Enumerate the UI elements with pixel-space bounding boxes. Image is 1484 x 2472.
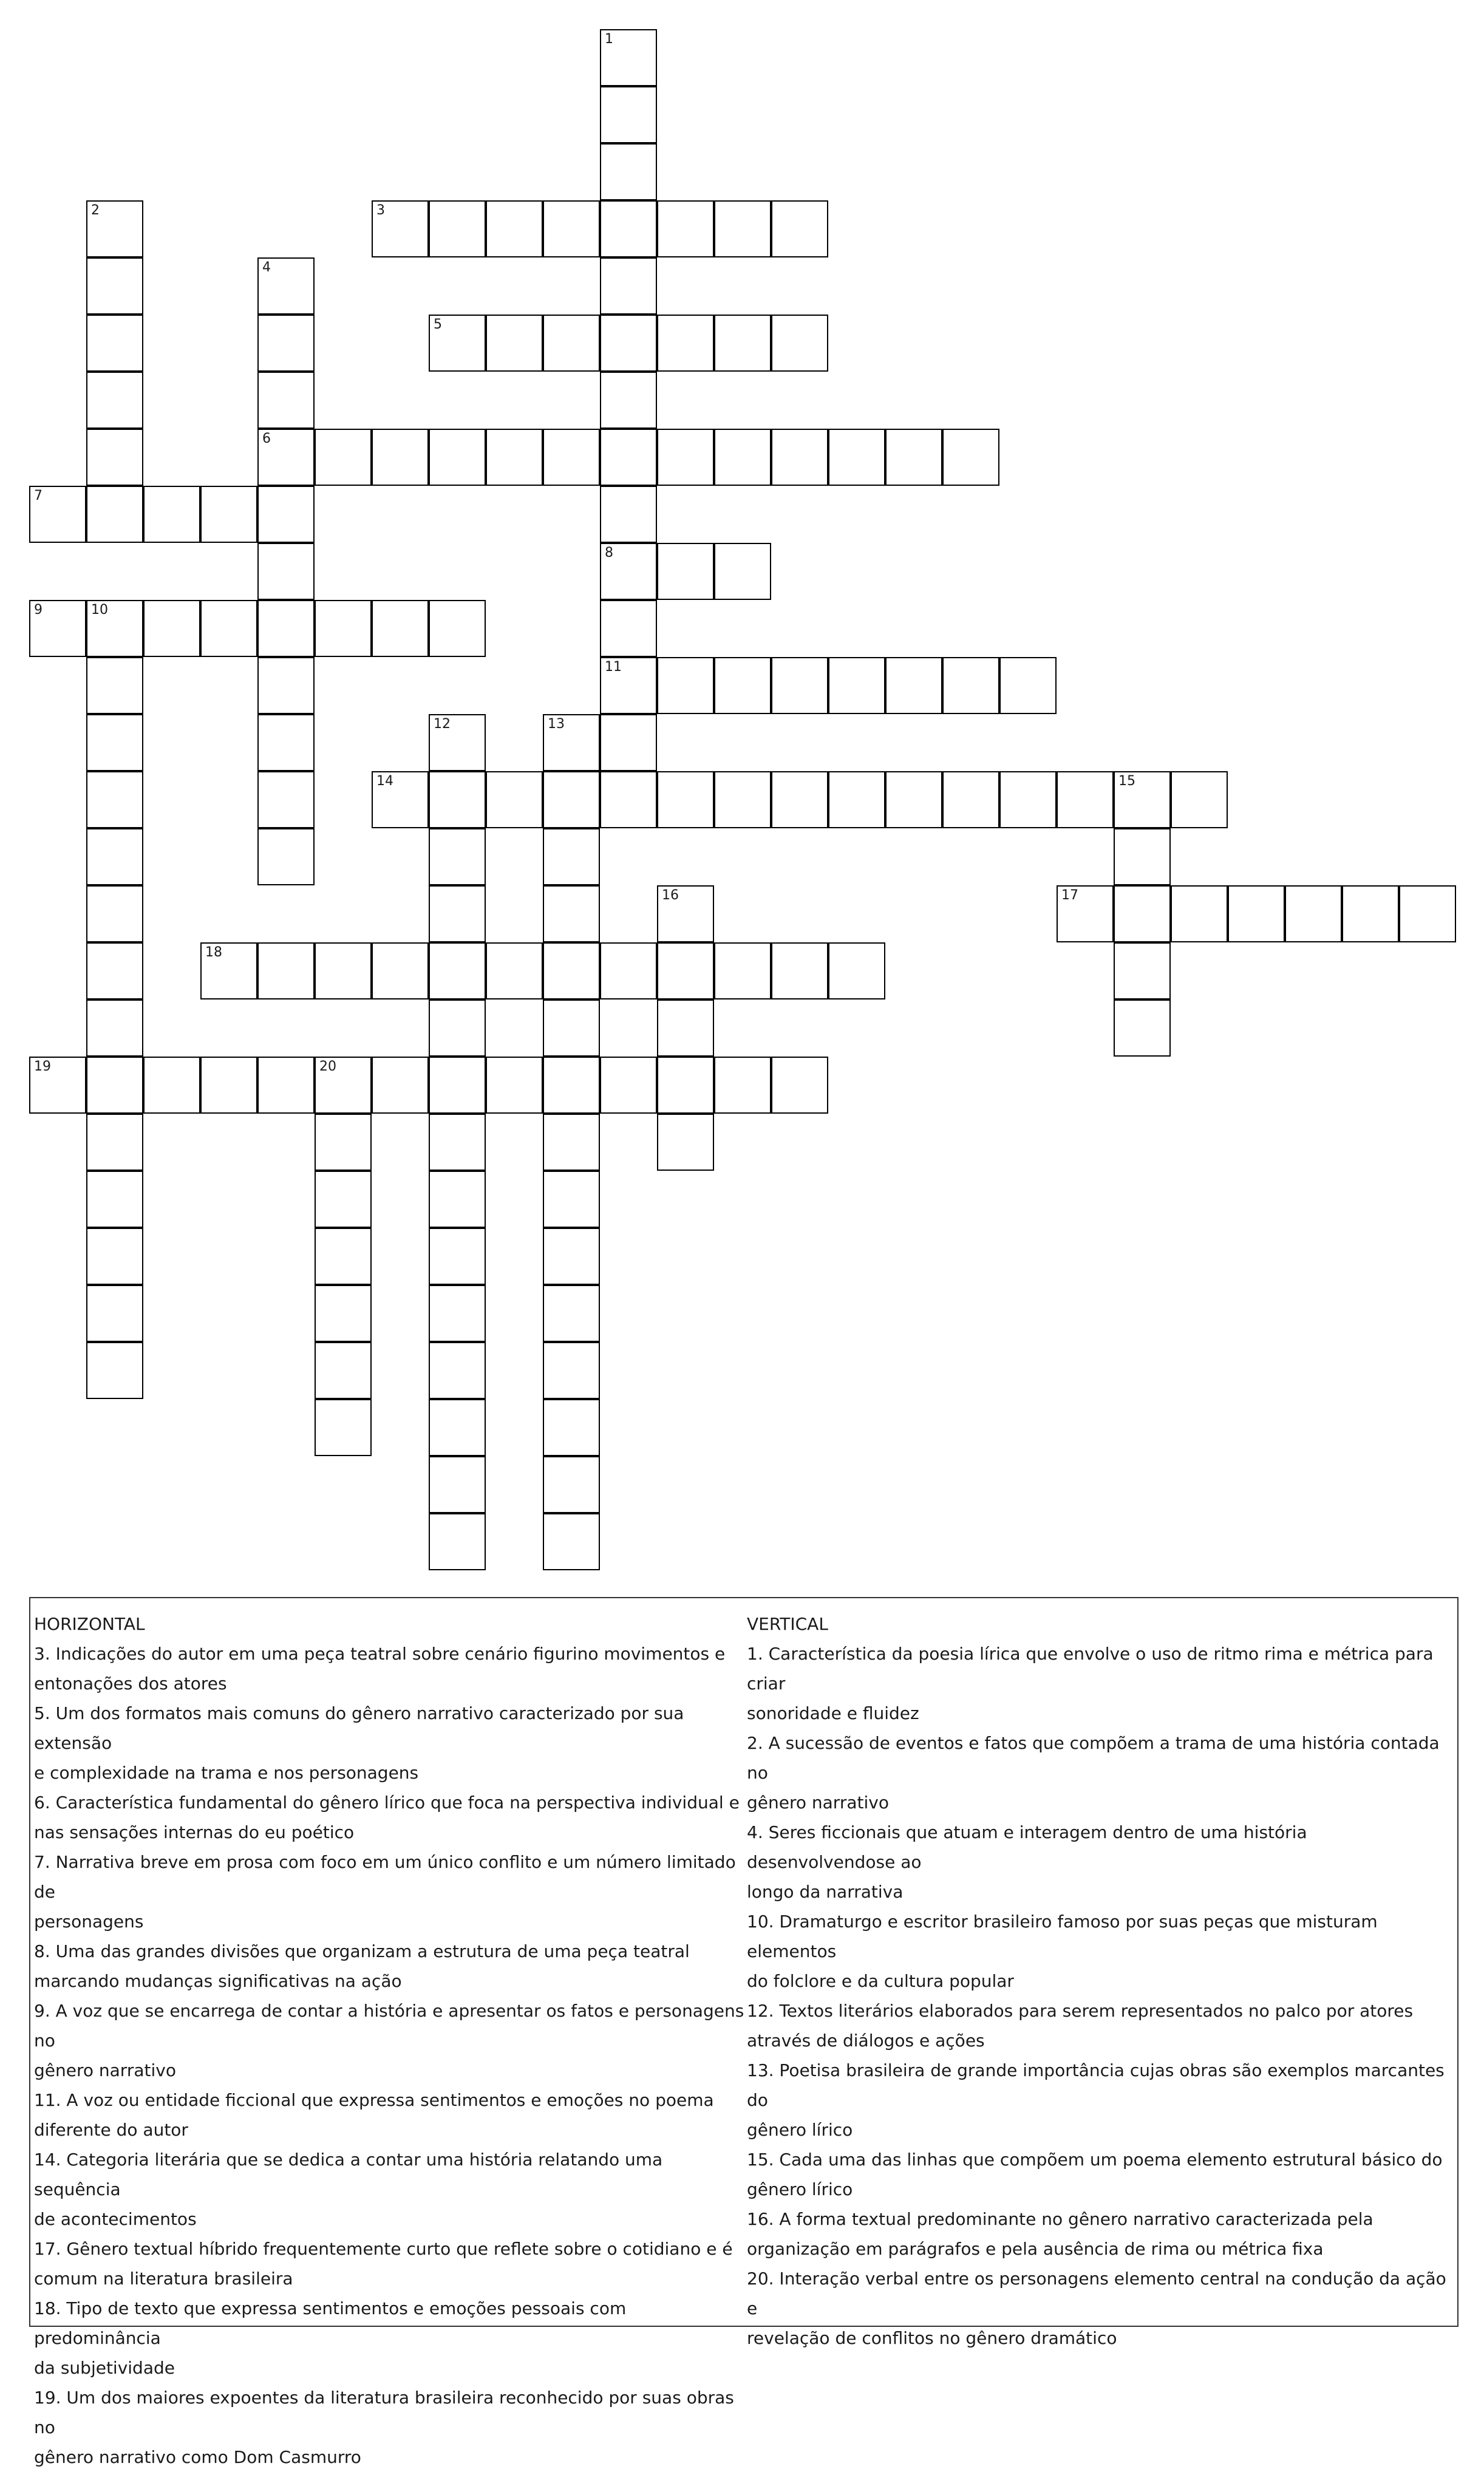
- grid-cell[interactable]: [543, 1456, 600, 1513]
- clue-number: 6: [262, 431, 271, 446]
- grid-cell[interactable]: [257, 942, 315, 999]
- grid-cell[interactable]: [543, 200, 600, 257]
- grid-cell[interactable]: [543, 885, 600, 942]
- grid-cell[interactable]: [257, 257, 315, 315]
- grid-cell[interactable]: [1114, 942, 1171, 999]
- clue-line: organização em parágrafos e pela ausência de rima ou métrica fixa: [747, 2239, 1324, 2259]
- grid-cell[interactable]: [600, 486, 657, 543]
- grid-cell[interactable]: [543, 315, 600, 372]
- grid-cell[interactable]: [543, 1057, 600, 1114]
- grid-cell[interactable]: [600, 29, 657, 86]
- grid-cell[interactable]: [600, 771, 657, 828]
- grid-cell[interactable]: [257, 828, 315, 885]
- clue-line: 2. A sucessão de eventos e fatos que compõem a trama de uma história contada no: [747, 1733, 1440, 1783]
- grid-cell[interactable]: [86, 714, 143, 771]
- grid-cell[interactable]: [771, 771, 828, 828]
- grid-cell[interactable]: [942, 429, 999, 486]
- grid-cell[interactable]: [86, 828, 143, 885]
- grid-cell[interactable]: [429, 1228, 486, 1285]
- grid-cell[interactable]: [86, 1057, 143, 1114]
- grid-cell[interactable]: [29, 600, 86, 657]
- grid-cell[interactable]: [200, 486, 257, 543]
- grid-cell[interactable]: [714, 543, 771, 600]
- grid-cell[interactable]: [600, 372, 657, 429]
- grid-cell[interactable]: [315, 1228, 372, 1285]
- horizontal-heading: HORIZONTAL: [34, 1614, 145, 1634]
- clue-line: entonações dos atores: [34, 1674, 227, 1694]
- grid-cell[interactable]: [486, 200, 543, 257]
- grid-cell[interactable]: [714, 315, 771, 372]
- grid-cell[interactable]: [86, 657, 143, 714]
- clue-line: marcando mudanças significativas na ação: [34, 1971, 402, 1991]
- grid-cell[interactable]: [315, 1399, 372, 1456]
- grid-cell[interactable]: [429, 885, 486, 942]
- grid-cell[interactable]: [315, 942, 372, 999]
- grid-cell[interactable]: [543, 942, 600, 999]
- grid-cell[interactable]: [600, 1057, 657, 1114]
- clue-number: 12: [434, 717, 451, 732]
- grid-cell[interactable]: [600, 543, 657, 600]
- grid-cell[interactable]: [200, 1057, 257, 1114]
- clue-line: 20. Interação verbal entre os personagens elemento central na condução da ação e: [747, 2269, 1446, 2318]
- clue-line: gênero narrativo como Dom Casmurro: [34, 2447, 361, 2467]
- grid-cell[interactable]: [1114, 999, 1171, 1057]
- grid-cell[interactable]: [771, 429, 828, 486]
- grid-cell[interactable]: [257, 714, 315, 771]
- grid-cell[interactable]: [828, 771, 885, 828]
- grid-cell[interactable]: [600, 86, 657, 143]
- clue-line: 5. Um dos formatos mais comuns do gênero narrativo caracterizado por sua extensão: [34, 1703, 684, 1753]
- grid-cell[interactable]: [315, 1171, 372, 1228]
- grid-cell[interactable]: [86, 1285, 143, 1342]
- grid-cell[interactable]: [143, 1057, 200, 1114]
- grid-cell[interactable]: [257, 600, 315, 657]
- grid-cell[interactable]: [714, 657, 771, 714]
- clue-line: 7. Narrativa breve em prosa com foco em um único conflito e um número limitado de: [34, 1852, 736, 1902]
- grid-cell[interactable]: [999, 771, 1057, 828]
- grid-cell[interactable]: [600, 942, 657, 999]
- grid-cell[interactable]: [257, 771, 315, 828]
- grid-cell[interactable]: [429, 714, 486, 771]
- clue-line: diferente do autor: [34, 2120, 188, 2140]
- grid-cell[interactable]: [657, 1057, 714, 1114]
- grid-cell[interactable]: [143, 486, 200, 543]
- clue-number: 13: [548, 717, 565, 732]
- grid-cell[interactable]: [200, 600, 257, 657]
- grid-cell[interactable]: [543, 429, 600, 486]
- clue-line: 8. Uma das grandes divisões que organizam a estrutura de uma peça teatral: [34, 1941, 690, 1961]
- grid-cell[interactable]: [257, 315, 315, 372]
- grid-cell[interactable]: [1057, 885, 1114, 942]
- grid-cell[interactable]: [86, 1114, 143, 1171]
- grid-cell[interactable]: [600, 315, 657, 372]
- clue-line: 3. Indicações do autor em uma peça teatral sobre cenário figurino movimentos e: [34, 1644, 726, 1664]
- grid-cell[interactable]: [257, 543, 315, 600]
- grid-cell[interactable]: [657, 999, 714, 1057]
- clue-line: de acontecimentos: [34, 2209, 197, 2229]
- grid-cell[interactable]: [86, 1342, 143, 1399]
- grid-cell[interactable]: [942, 771, 999, 828]
- grid-cell[interactable]: [600, 714, 657, 771]
- grid-cell[interactable]: [86, 429, 143, 486]
- clue-line: 17. Gênero textual híbrido frequentemente curto que reflete sobre o cotidiano e é: [34, 2239, 733, 2259]
- grid-cell[interactable]: [429, 1285, 486, 1342]
- clue-line: nas sensações internas do eu poético: [34, 1822, 355, 1842]
- clue-line: 4. Seres ficcionais que atuam e interagem dentro de uma história desenvolvendose ao: [747, 1822, 1307, 1872]
- grid-cell[interactable]: [600, 257, 657, 315]
- grid-cell[interactable]: [1114, 828, 1171, 885]
- grid-cell[interactable]: [486, 1057, 543, 1114]
- grid-cell[interactable]: [714, 942, 771, 999]
- clue-number: 18: [205, 945, 222, 960]
- grid-cell[interactable]: [657, 771, 714, 828]
- grid-cell[interactable]: [86, 942, 143, 999]
- grid-cell[interactable]: [29, 486, 86, 543]
- clue-line: 14. Categoria literária que se dedica a contar uma história relatando uma sequência: [34, 2150, 663, 2199]
- clue-line: 6. Característica fundamental do gênero lírico que foca na perspectiva individual e: [34, 1793, 740, 1813]
- clue-line: através de diálogos e ações: [747, 2031, 985, 2051]
- clue-number: 19: [34, 1059, 51, 1074]
- clue-line: 11. A voz ou entidade ficcional que expressa sentimentos e emoções no poema: [34, 2090, 714, 2110]
- grid-cell[interactable]: [257, 486, 315, 543]
- grid-cell[interactable]: [486, 771, 543, 828]
- horizontal-clues: [34, 1609, 751, 2472]
- clue-line: gênero narrativo: [34, 2060, 176, 2080]
- grid-cell[interactable]: [771, 942, 828, 999]
- grid-cell[interactable]: [86, 200, 143, 257]
- grid-cell[interactable]: [429, 315, 486, 372]
- clue-number: 9: [34, 602, 43, 618]
- grid-cell[interactable]: [543, 1285, 600, 1342]
- grid-cell[interactable]: [372, 429, 429, 486]
- grid-cell[interactable]: [429, 1456, 486, 1513]
- clue-line: 16. A forma textual predominante no gênero narrativo caracterizada pela: [747, 2209, 1373, 2229]
- grid-cell[interactable]: [86, 1228, 143, 1285]
- grid-cell[interactable]: [486, 942, 543, 999]
- clue-number: 8: [605, 545, 613, 560]
- grid-cell[interactable]: [429, 999, 486, 1057]
- grid-cell[interactable]: [942, 657, 999, 714]
- grid-cell[interactable]: [86, 999, 143, 1057]
- grid-cell[interactable]: [257, 429, 315, 486]
- grid-cell[interactable]: [828, 657, 885, 714]
- grid-cell[interactable]: [714, 771, 771, 828]
- clue-line: da subjetividade: [34, 2358, 175, 2378]
- grid-cell[interactable]: [543, 714, 600, 771]
- grid-cell[interactable]: [885, 429, 942, 486]
- grid-cell[interactable]: [657, 543, 714, 600]
- grid-cell[interactable]: [315, 1114, 372, 1171]
- grid-cell[interactable]: [1285, 885, 1342, 942]
- grid-cell[interactable]: [86, 885, 143, 942]
- clue-number: 5: [434, 317, 442, 332]
- grid-cell[interactable]: [828, 429, 885, 486]
- clue-number: 16: [662, 888, 679, 903]
- grid-cell[interactable]: [257, 1057, 315, 1114]
- grid-cell[interactable]: [543, 999, 600, 1057]
- vertical-clues: [747, 1609, 1451, 2353]
- grid-cell[interactable]: [714, 429, 771, 486]
- grid-cell[interactable]: [543, 1228, 600, 1285]
- grid-cell[interactable]: [543, 1399, 600, 1456]
- clue-line: 10. Dramaturgo e escritor brasileiro famoso por suas peças que misturam elementos: [747, 1912, 1378, 1961]
- grid-cell[interactable]: [543, 1342, 600, 1399]
- clue-line: do folclore e da cultura popular: [747, 1971, 1014, 1991]
- clue-number: 10: [91, 602, 108, 618]
- clues-box: [29, 1597, 1458, 2467]
- clue-line: 12. Textos literários elaborados para serem representados no palco por atores: [747, 2001, 1414, 2021]
- grid-cell[interactable]: [315, 429, 372, 486]
- grid-cell[interactable]: [143, 600, 200, 657]
- grid-cell[interactable]: [429, 771, 486, 828]
- grid-cell[interactable]: [543, 771, 600, 828]
- grid-cell[interactable]: [1057, 771, 1114, 828]
- grid-cell[interactable]: [486, 315, 543, 372]
- grid-cell[interactable]: [1342, 885, 1399, 942]
- clue-line: 19. Um dos maiores expoentes da literatura brasileira reconhecido por suas obras no: [34, 2388, 734, 2437]
- grid-cell[interactable]: [543, 1513, 600, 1570]
- clue-line: 15. Cada uma das linhas que compõem um poema elemento estrutural básico do: [747, 2150, 1443, 2170]
- grid-cell[interactable]: [771, 1057, 828, 1114]
- grid-cell[interactable]: [828, 942, 885, 999]
- grid-cell[interactable]: [1114, 771, 1171, 828]
- clue-line: gênero lírico: [747, 2120, 853, 2140]
- grid-cell[interactable]: [429, 1342, 486, 1399]
- clue-line: longo da narrativa: [747, 1882, 904, 1902]
- clue-number: 15: [1118, 774, 1135, 789]
- grid-cell[interactable]: [600, 429, 657, 486]
- grid-cell[interactable]: [657, 1114, 714, 1171]
- grid-cell[interactable]: [1399, 885, 1456, 942]
- grid-cell[interactable]: [657, 315, 714, 372]
- clue-number: 14: [376, 774, 393, 789]
- grid-cell[interactable]: [257, 657, 315, 714]
- clue-line: gênero lírico: [747, 2179, 853, 2199]
- clue-number: 1: [605, 32, 613, 47]
- grid-cell[interactable]: [86, 1171, 143, 1228]
- grid-cell[interactable]: [429, 828, 486, 885]
- grid-cell[interactable]: [1114, 885, 1171, 942]
- grid-cell[interactable]: [315, 1057, 372, 1114]
- clue-line: personagens: [34, 1912, 144, 1932]
- clue-line: sonoridade e fluidez: [747, 1703, 919, 1723]
- grid-cell[interactable]: [315, 600, 372, 657]
- grid-cell[interactable]: [372, 771, 429, 828]
- grid-cell[interactable]: [429, 1399, 486, 1456]
- clue-number: 7: [34, 488, 43, 503]
- clue-number: 17: [1061, 888, 1078, 903]
- grid-cell[interactable]: [771, 200, 828, 257]
- grid-cell[interactable]: [429, 429, 486, 486]
- grid-cell[interactable]: [86, 257, 143, 315]
- clue-line: 9. A voz que se encarrega de contar a história e apresentar os fatos e personagens no: [34, 2001, 744, 2051]
- clue-number: 2: [91, 203, 100, 218]
- clue-number: 3: [376, 203, 385, 218]
- grid-cell[interactable]: [543, 1114, 600, 1171]
- grid-cell[interactable]: [657, 885, 714, 942]
- grid-cell[interactable]: [771, 315, 828, 372]
- grid-cell[interactable]: [257, 372, 315, 429]
- grid-cell[interactable]: [1171, 771, 1228, 828]
- grid-cell[interactable]: [429, 1114, 486, 1171]
- grid-cell[interactable]: [315, 1342, 372, 1399]
- clue-line: 18. Tipo de texto que expressa sentimentos e emoções pessoais com predominância: [34, 2298, 627, 2348]
- clue-number: 20: [319, 1059, 336, 1074]
- grid-cell[interactable]: [86, 600, 143, 657]
- clue-number: 11: [605, 659, 622, 675]
- grid-cell[interactable]: [600, 143, 657, 200]
- clue-line: comum na literatura brasileira: [34, 2269, 293, 2289]
- grid-cell[interactable]: [600, 200, 657, 257]
- grid-cell[interactable]: [86, 771, 143, 828]
- grid-cell[interactable]: [372, 1057, 429, 1114]
- grid-cell[interactable]: [999, 657, 1057, 714]
- vertical-heading: VERTICAL: [747, 1614, 828, 1634]
- grid-cell[interactable]: [885, 771, 942, 828]
- grid-cell[interactable]: [543, 828, 600, 885]
- grid-cell[interactable]: [657, 657, 714, 714]
- grid-cell[interactable]: [429, 1057, 486, 1114]
- grid-cell[interactable]: [486, 429, 543, 486]
- grid-cell[interactable]: [714, 1057, 771, 1114]
- clue-line: revelação de conflitos no gênero dramático: [747, 2328, 1117, 2348]
- grid-cell[interactable]: [657, 200, 714, 257]
- grid-cell[interactable]: [429, 1513, 486, 1570]
- grid-cell[interactable]: [315, 1285, 372, 1342]
- clue-line: 1. Característica da poesia lírica que envolve o uso de ritmo rima e métrica para criar: [747, 1644, 1434, 1694]
- grid-cell[interactable]: [429, 942, 486, 999]
- clue-number: 4: [262, 260, 271, 275]
- grid-cell[interactable]: [86, 486, 143, 543]
- grid-cell[interactable]: [600, 600, 657, 657]
- grid-cell[interactable]: [429, 600, 486, 657]
- clue-line: 13. Poetisa brasileira de grande importância cujas obras são exemplos marcantes do: [747, 2060, 1445, 2110]
- grid-cell[interactable]: [714, 200, 771, 257]
- grid-cell[interactable]: [1171, 885, 1228, 942]
- grid-cell[interactable]: [429, 1171, 486, 1228]
- grid-cell[interactable]: [86, 372, 143, 429]
- grid-cell[interactable]: [771, 657, 828, 714]
- grid-cell[interactable]: [29, 1057, 86, 1114]
- clue-line: e complexidade na trama e nos personagens: [34, 1763, 419, 1783]
- grid-cell[interactable]: [200, 942, 257, 999]
- grid-cell[interactable]: [372, 200, 429, 257]
- grid-cell[interactable]: [429, 200, 486, 257]
- grid-cell[interactable]: [372, 942, 429, 999]
- grid-cell[interactable]: [86, 315, 143, 372]
- grid-cell[interactable]: [600, 657, 657, 714]
- grid-cell[interactable]: [372, 600, 429, 657]
- grid-cell[interactable]: [657, 942, 714, 999]
- grid-cell[interactable]: [885, 657, 942, 714]
- grid-cell[interactable]: [543, 1171, 600, 1228]
- grid-cell[interactable]: [657, 429, 714, 486]
- grid-cell[interactable]: [1228, 885, 1285, 942]
- clue-line: gênero narrativo: [747, 1793, 889, 1813]
